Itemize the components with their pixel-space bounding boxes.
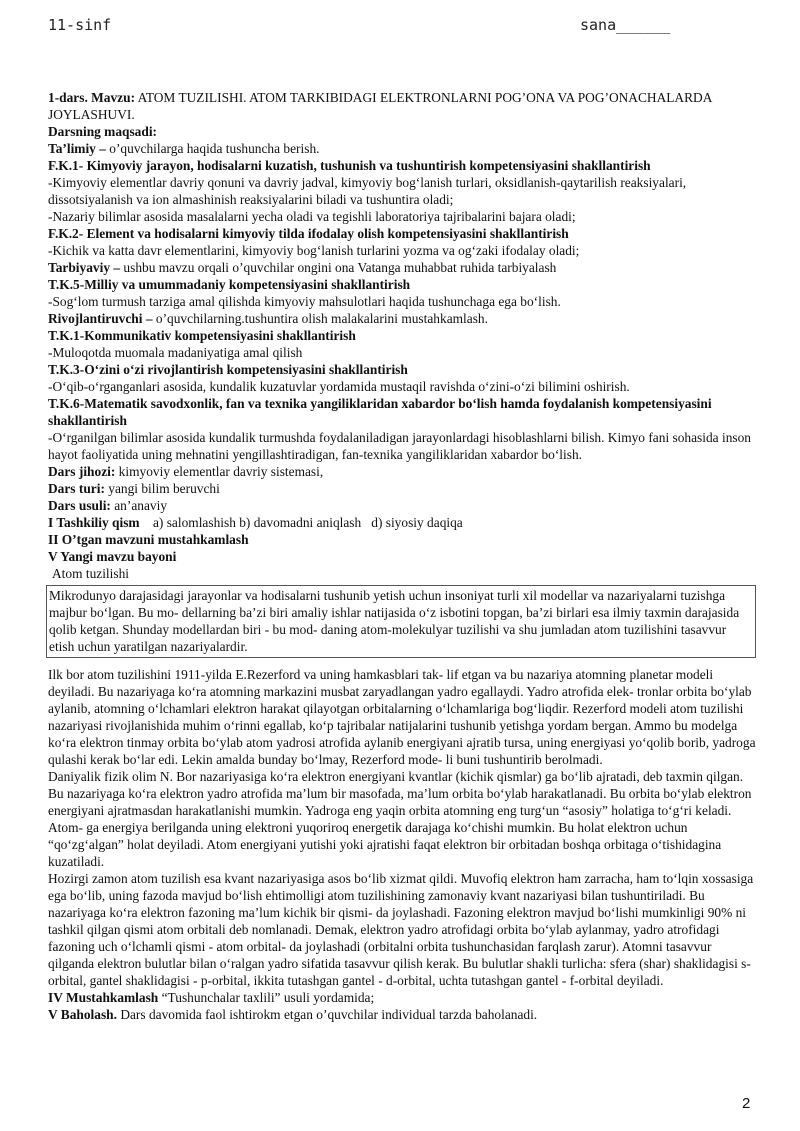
tk5-heading: T.K.5-Milliy va umummadaniy kompetensiyasini shakllantirish bbox=[48, 277, 411, 292]
subtopic-label: Atom tuzilishi bbox=[52, 566, 129, 581]
tk1-text: -Muloqotda muomala madaniyatiga amal qilish bbox=[48, 345, 303, 360]
dars-jihozi-line bbox=[48, 463, 756, 480]
tk6-text: -O‘rganilgan bilimlar asosida kundalik turmushda foydalaniladigan jarayonlardagi hisoblashlarni bilish. Kimyo fani sohasida inson hayot faoliyatida uning mehnatini yengillashtiradigan, fan-texnika yangiliklaridan xabardor bo‘lish. bbox=[48, 430, 751, 462]
dars-jihozi-label: Dars jihozi: bbox=[48, 464, 116, 479]
tashkiliy-text: a) salomlashish b) davomadni aniqlash d) siyosiy daqiqa bbox=[139, 515, 463, 530]
baholash-line bbox=[48, 1006, 756, 1023]
baholash-text: Dars davomida faol ishtirokm etgan o’quvchilar individual tarzda baholanadi. bbox=[116, 1007, 538, 1022]
tarbiyaviy-line bbox=[48, 259, 756, 276]
grade-label: 11-sinf bbox=[48, 16, 112, 34]
dars-usuli-line bbox=[48, 497, 756, 514]
goals-heading: Darsning maqsadi: bbox=[48, 124, 158, 139]
dars-usuli-label: Dars usuli: bbox=[48, 498, 111, 513]
mustahkamlash-label: IV Mustahkamlash bbox=[48, 990, 159, 1005]
fk1-heading: F.K.1- Kimyoviy jarayon, hodisalarni kuzatish, tushunish va tushuntirish kompetensiyasini shakllantirish bbox=[48, 158, 651, 173]
page-number: 2 bbox=[742, 1095, 751, 1112]
tk6-heading: T.K.6-Matematik savodxonlik, fan va texnika yangiliklaridan xabardor bo‘lish hamda foydalanish kompetensiyasini shakllantirish bbox=[48, 396, 712, 428]
rutherford-paragraph: Ilk bor atom tuzilishini 1911-yilda E.Rezerford va uning hamkasblari tak- lif etgan va bu nazariya atomning planetar modeli deyiladi. Bu nazariyaga ko‘ra atomning markazini musbat zaryadlangan yadro egallaydi. Yadro atrofida elek- tronlar orbita bo‘ylab aylanib, atomning o‘lchamlari elektron harakat qilayotgan orbitalarning o‘lchamlariga bog‘liqdir. Rezerford modeli atom tuzilishi nazariyasi rivojlanishida muhim o‘rinni egallab, ko‘p tajribalar natijalarini tushunib yetishga yordam bergan. Ammo bu modelga ko‘ra elektron tinmay orbita bo‘ylab atom yadrosi atrofida aylanib energiyani ajratib tursa, uning energiyasi yo‘qolib borib, yadroga qulashi kerak bo‘lar edi. Lekin amalda bunday bo‘lmay, Rezerford mode- li buni tushuntirib berolmadi. bbox=[48, 667, 756, 767]
tarbiyaviy-label: Tarbiyaviy – bbox=[48, 260, 121, 275]
fk2-text: -Kichik va katta davr elementlarini, kimyoviy bog‘lanish turlarini yozma va og‘zaki ifodalay oladi; bbox=[48, 243, 580, 258]
dars-jihozi-text: kimyoviy elementlar davriy sistemasi, bbox=[115, 464, 324, 479]
fk2-heading: F.K.2- Element va hodisalarni kimyoviy tilda ifodalay olish kompetensiyasini shakllantirish bbox=[48, 226, 569, 241]
dars-turi-text: yangi bilim beruvchi bbox=[104, 481, 220, 496]
tk3-heading: T.K.3-O‘zini o‘zi rivojlantirish kompetensiyasini shakllantirish bbox=[48, 362, 408, 377]
lesson-plan-body bbox=[48, 89, 756, 1023]
fk1-text-2: -Nazariy bilimlar asosida masalalarni yecha oladi va tegishli laboratoriya tajribalarini bajara oladi; bbox=[48, 209, 576, 224]
date-field-label: sana______ bbox=[580, 16, 671, 34]
tarbiyaviy-text: ushbu mavzu orqali o’quvchilar ongini ona Vatanga muhabbat ruhida tarbiyalash bbox=[120, 260, 557, 275]
rivojlantiruvchi-label: Rivojlantiruvchi – bbox=[48, 311, 153, 326]
lesson-title-label: 1-dars. Mavzu: bbox=[48, 90, 136, 105]
tashkiliy-label: I Tashkiliy qism bbox=[48, 515, 140, 530]
talimiy-text: o’quvchilarga haqida tushuncha berish. bbox=[105, 141, 320, 156]
fk1-text-1: -Kimyoviy elementlar davriy qonuni va davriy jadval, kimyoviy bog‘lanish turlari, oksidlanish-qaytarilish reaksiyalari, dissotsiyalanish va ion almashinish reaksiyalarini biladi va tushuntira oladi; bbox=[48, 175, 687, 207]
dars-usuli-text: an’anaviy bbox=[110, 498, 168, 513]
rivojlantiruvchi-text: o’quvchilarning.tushuntira olish malakalarini mustahkamlash. bbox=[152, 311, 488, 326]
intro-text-box bbox=[46, 585, 756, 658]
section-ii-heading: II O’tgan mavzuni mustahkamlash bbox=[48, 532, 249, 547]
bohr-paragraph: Daniyalik fizik olim N. Bor nazariyasiga ko‘ra elektron energiyani kvantlar (kichik qismlar) ga bo‘lib ajratadi, deb taxmin qilgan. Bu nazariyaga ko‘ra elektron yadro atrofida ma’lum bir masofada, ma’lum orbita bo‘ylab harakatlanadi. Bu orbita bo‘ylab elektron energiyani ajratmasdan harakatlanishi mumkin. Yadroga eng yaqin orbita atomning eng turg‘un “asosiy” holatiga to‘g‘ri keladi. Atom- ga energiya berilganda uning elektroni yuqoriroq energetik darajaga ko‘chishi mumkin. Bu holat elektron uchun “qo‘zg‘algan” holat deyiladi. Atom energiyani yutishi yoki ajratishi faqat elektron bir orbitadan boshqa orbitaga o‘tishidagina kuzatiladi. bbox=[48, 769, 752, 869]
mustahkamlash-text: “Tushunchalar taxlili” usuli yordamida; bbox=[158, 990, 375, 1005]
tk5-text: -Sog‘lom turmush tarziga amal qilishda kimyoviy mahsulotlari haqida tushunchaga ega bo‘lish. bbox=[48, 294, 561, 309]
quantum-paragraph: Hozirgi zamon atom tuzilish esa kvant nazariyasiga asos bo‘lib xizmat qildi. Muvofiq elektron ham zarracha, ham to‘lqin xossasiga ega bo‘lib, uning fazoda mavjud bo‘lish ehtimolligi atom tuzilishining zamonaviy kvant nazariyasi bilan tushuntiriladi. Bu nazariyaga ko‘ra elektron fazoning ma’lum kichik bir qismi- da joylashadi. Fazoning elektron mavjud bo‘lishi mumkinligi 90% ni tashkil qilgan qismi atom orbitali deb nomlanadi. Demak, elektron yadro atrofidagi orbita bo‘ylab aylanmay, yadro atrofidagi fazoning uch o‘lchamli qismi - atom orbital- da joylashadi (orbitalni orbita tushunchasidan farqlash zarur). Atomni tasavvur qilganda elektron bulutlar bilan o‘ralgan yadro sifatida tasavvur qilish kerak. Bu bulutlar shakli turlicha: sfera (shar) shaklidagisi s-orbital, gantel shaklidagisi - p-orbital, ikkita tutashgan gantel - d-orbital, uchta tutashgan gantel - f-orbital deyiladi. bbox=[48, 871, 754, 988]
talimiy-label: Ta’limiy – bbox=[48, 141, 106, 156]
tk1-heading: T.K.1-Kommunikativ kompetensiyasini shakllantirish bbox=[48, 328, 356, 343]
lesson-title bbox=[48, 89, 756, 123]
mustahkamlash-line bbox=[48, 989, 756, 1006]
lesson-title-text: ATOM TUZILISHI. ATOM TARKIBIDAGI ELEKTRONLARNI POG’ONA VA POG’ONACHALARDA JOYLASHUVI. bbox=[48, 90, 712, 122]
talimiy-line bbox=[48, 140, 756, 157]
section-v-heading: V Yangi mavzu bayoni bbox=[48, 549, 177, 564]
dars-turi-line bbox=[48, 480, 756, 497]
tashkiliy-line bbox=[48, 514, 756, 531]
rivojlantiruvchi-line bbox=[48, 310, 756, 327]
dars-turi-label: Dars turi: bbox=[48, 481, 105, 496]
tk3-text: -O‘qib-o‘rganganlari asosida, kundalik kuzatuvlar yordamida mustaqil ravishda o‘zini-o‘zi bilimini oshirish. bbox=[48, 379, 630, 394]
baholash-label: V Baholash. bbox=[48, 1007, 117, 1022]
intro-box-text: Mikrodunyo darajasidagi jarayonlar va hodisalarni tushunib yetish uchun insoniyat turli xil modellar va nazariyalarni tuzishga majbur bo‘lgan. Bu mo- dellarning ba’zi biri amaliy ishlar natijasida o‘z isbotini topgan, ba’zi birlari esa ilmiy taxmin darajasida qolib ketgan. Shunday modellardan biri - bu mod- daning atom-molekulyar tuzilishi va shu jumladan atom tuzilishini tasavvur etish uchun yaratilgan nazariyalardir. bbox=[49, 588, 740, 654]
